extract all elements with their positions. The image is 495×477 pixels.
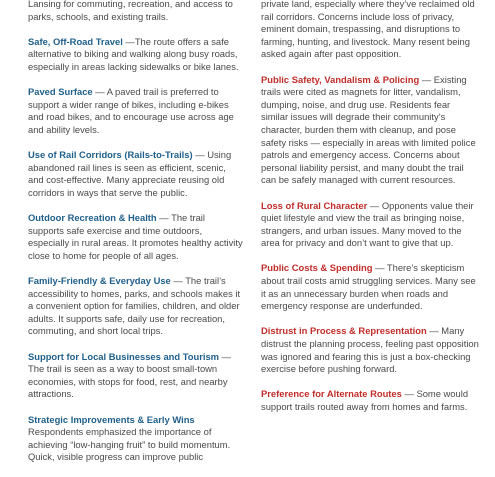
right-column-concerns xyxy=(261,0,479,426)
benefit-entry-early-wins xyxy=(28,414,243,464)
entry-separator: — xyxy=(419,73,434,85)
entry-body: Opponents value their quiet lifestyle and view the trail as bringing noise, strangers, and urban issues. Many moved to the area for privacy and don’t want to give that up. xyxy=(261,199,474,249)
entry-heading: Strategic Improvements & Early Wins xyxy=(28,413,195,425)
entry-body: Respondents emphasized the importance of achieving “low-hanging fruit” to build momentum. Quick, visible progress can improve public xyxy=(28,426,231,463)
entry-body: The trail’s accessibility to homes, parks, and schools makes it a convenient option for families, children, and older adults. It supports safe, daily use for recreation, commuting, and short local trips. xyxy=(28,275,241,337)
entry-body: The route offers a safe alternative to biking and walking along busy roads, especially in areas lacking sidewalks or bike lanes. xyxy=(28,35,239,72)
concern-entry-public-costs xyxy=(261,262,479,312)
entry-separator: — xyxy=(156,212,172,224)
entry-heading: Public Safety, Vandalism & Policing xyxy=(261,73,420,85)
concern-entry-rural-character xyxy=(261,200,479,250)
concern-entry-alternate-routes xyxy=(261,388,479,413)
entry-heading: Use of Rail Corridors (Rails-to-Trails) xyxy=(28,149,193,161)
entry-body: Existing trails were cited as magnets for litter, vandalism, dumping, noise, and drug use. Residents fear similar issues will degrade their community’s character, burden them with cleanup, and pose safety risks — especially in areas with limited police patrols and emergency access. Concerns about personal liability persist, and many doubt the trail can be safely managed with current resources. xyxy=(261,73,476,186)
entry-body: Some would support trails routed away from homes and farms. xyxy=(261,388,469,412)
entry-separator: — xyxy=(372,262,387,274)
concern-entry-distrust-process xyxy=(261,325,479,375)
entry-separator: — xyxy=(192,149,208,161)
entry-heading: Distrust in Process & Representation xyxy=(261,325,427,337)
entry-separator: — xyxy=(426,325,442,337)
entry-body: Many distrust the planning process, feeling past opposition was ignored and fearing this is just a box-checking exercise before pushing forward. xyxy=(261,325,479,375)
entry-body: The trail supports safe exercise and time outdoors, especially in rural areas. It promotes healthy activity close to home for people of all ages. xyxy=(28,212,243,261)
entry-separator: — xyxy=(367,199,382,211)
concern-entry-public-safety xyxy=(261,74,479,187)
entry-body: Lansing for commuting, recreation, and access to parks, schools, and existing trails. xyxy=(28,0,233,22)
left-column-benefits xyxy=(28,0,243,477)
entry-body: There’s skepticism about trail costs amid struggling services. Many see it as an unnecessary burden when roads and emergency response are underfunded. xyxy=(261,262,476,312)
entry-separator: — xyxy=(122,35,135,47)
entry-heading: Safe, Off-Road Travel xyxy=(28,35,123,47)
benefit-entry-local-business xyxy=(28,351,243,401)
benefit-entry-rail-corridors xyxy=(28,149,243,199)
benefit-entry-recreation-health xyxy=(28,212,243,262)
entry-heading: Preference for Alternate Routes xyxy=(261,388,402,400)
entry-separator: — xyxy=(219,350,231,362)
entry-body: Using abandoned rail lines is seen as efficient, scenic, and cost-effective. Many appreciate reusing old corridors in ways that serve the public. xyxy=(28,149,232,198)
entry-separator: — xyxy=(401,388,417,400)
concern-entry-private-land xyxy=(261,0,479,61)
entry-body: private land, especially where they’ve reclaimed old rail corridors. Concerns include loss of privacy, eminent domain, trespassing, and disruptions to farming, hunting, and livestock. Many resent being asked again after past opposition. xyxy=(261,0,475,60)
entry-heading: Paved Surface xyxy=(28,86,93,98)
entry-body: The trail is seen as a way to boost small-town economies, with stops for food, rest, and nearby attractions. xyxy=(28,363,228,400)
benefit-entry-paved-surface xyxy=(28,86,243,136)
benefit-entry-family-friendly xyxy=(28,275,243,338)
entry-separator: — xyxy=(170,275,186,287)
entry-heading: Loss of Rural Character xyxy=(261,199,368,211)
benefit-entry-intro xyxy=(28,0,243,23)
entry-body: A paved trail is preferred to support a wider range of bikes, including e-bikes and road bikes, and to encourage use across age and ability levels. xyxy=(28,86,234,135)
entry-heading: Outdoor Recreation & Health xyxy=(28,212,157,224)
entry-heading: Public Costs & Spending xyxy=(261,262,373,274)
entry-heading: Support for Local Businesses and Tourism xyxy=(28,350,220,362)
benefit-entry-safe-travel xyxy=(28,36,243,74)
entry-heading: Family-Friendly & Everyday Use xyxy=(28,275,171,287)
entry-separator: — xyxy=(92,86,107,98)
